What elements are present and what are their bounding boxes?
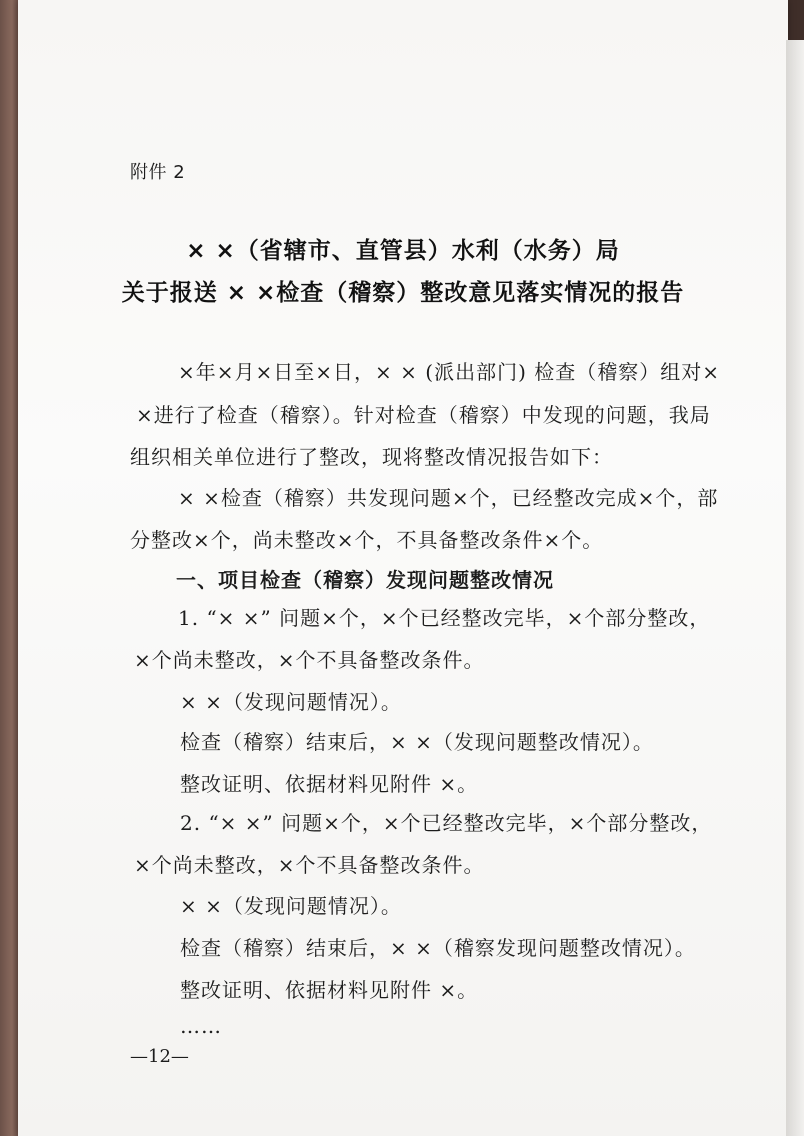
item-2-line-1: 2. “× ×” 问题×个，×个已经整改完毕，×个部分整改， (180, 811, 713, 835)
item-2-after: 检查（稽察）结束后，× ×（稽察发现问题整改情况）。 (180, 936, 696, 960)
paragraph-1-line-2: ×进行了检查（稽察）。针对检查（稽察）中发现的问题，我局 (136, 403, 711, 427)
paragraph-2-line-1: × ×检查（稽察）共发现问题×个，已经整改完成×个，部 (178, 486, 719, 510)
paragraph-1-line-3: 组织相关单位进行了整改，现将整改情况报告如下： (130, 445, 613, 469)
document-page (18, 0, 788, 1136)
item-2-found: × ×（发现问题情况）。 (180, 894, 402, 918)
paragraph-1-line-1: ×年×月×日至×日，× × (派出部门) 检查（稽察）组对× (178, 360, 720, 384)
item-1-found: × ×（发现问题情况）。 (180, 690, 402, 714)
document-title-line-2: 关于报送 × ×检查（稽察）整改意见落实情况的报告 (121, 280, 685, 306)
item-1-after: 检查（稽察）结束后，× ×（发现问题整改情况）。 (180, 730, 654, 754)
item-2-line-2: ×个尚未整改，×个不具备整改条件。 (134, 853, 485, 877)
item-1-line-2: ×个尚未整改，×个不具备整改条件。 (134, 648, 485, 672)
attachment-label: 附件 2 (130, 162, 186, 183)
page-number: —12— (130, 1046, 189, 1067)
item-1-evidence: 整改证明、依据材料见附件 ×。 (180, 772, 479, 796)
section-1-heading: 一、项目检查（稽察）发现问题整改情况 (176, 568, 554, 592)
ellipsis: …… (180, 1014, 222, 1038)
adjacent-page-edge (786, 40, 804, 1136)
document-title-line-1: × ×（省辖市、直管县）水利（水务）局 (186, 238, 620, 264)
paragraph-2-line-2: 分整改×个，尚未整改×个，不具备整改条件×个。 (130, 528, 604, 552)
item-2-evidence: 整改证明、依据材料见附件 ×。 (180, 978, 479, 1002)
item-1-line-1: 1. “× ×” 问题×个，×个已经整改完毕，×个部分整改， (178, 606, 711, 630)
